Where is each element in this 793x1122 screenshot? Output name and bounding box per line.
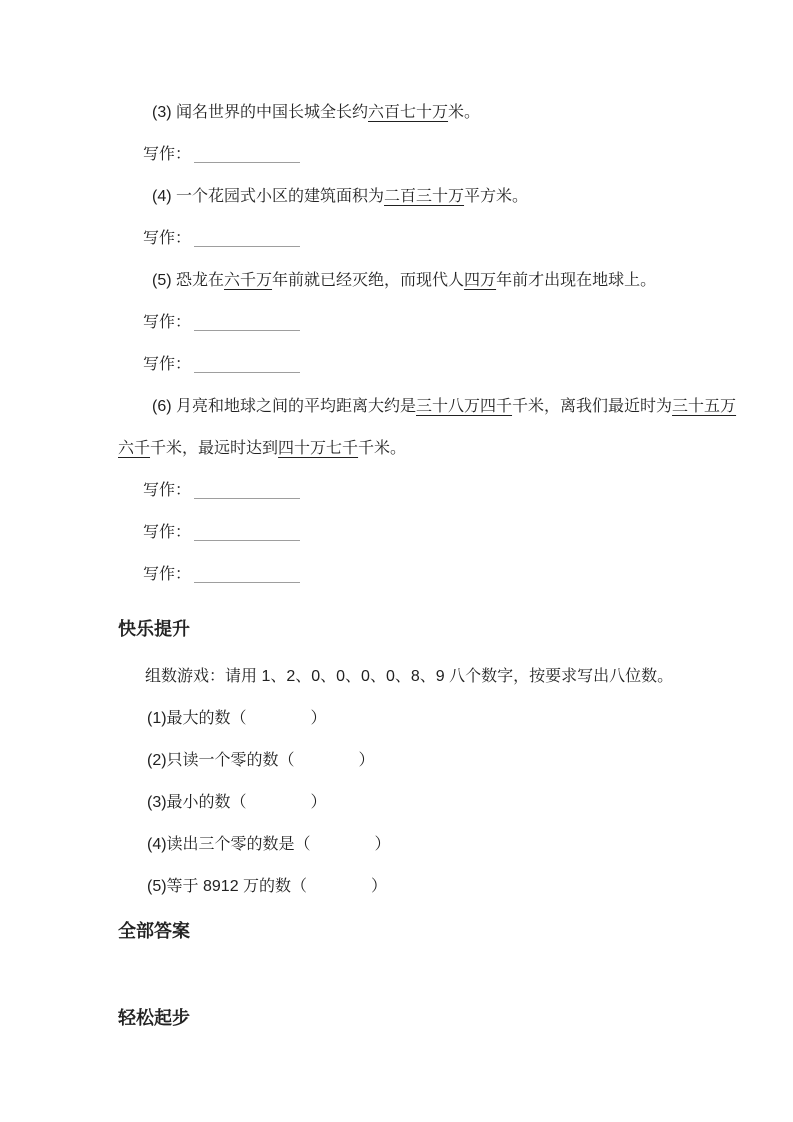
write-label-4: 写作： bbox=[143, 356, 192, 373]
problem-6-text-post: 千米。 bbox=[358, 440, 407, 457]
answer-blank-3 bbox=[194, 315, 300, 331]
game-item-4: (4)读出三个零的数是（ ） bbox=[147, 836, 391, 853]
game-item-5: (5)等于 8912 万的数（ ） bbox=[147, 878, 388, 895]
problem-6-statement-line-2 bbox=[118, 428, 735, 470]
write-label-7: 写作： bbox=[143, 566, 192, 583]
problem-6-number-word-4: 四十万七千 bbox=[278, 440, 359, 457]
answer-blank-5 bbox=[194, 483, 300, 499]
problem-6-statement-line-1 bbox=[118, 386, 735, 428]
write-label-2: 写作： bbox=[143, 230, 192, 247]
game-item-1: (1)最大的数（ ） bbox=[147, 710, 327, 727]
problem-3-number-word: 六百七十万 bbox=[368, 104, 449, 121]
problem-5-text-mid: 年前就已经灭绝，而现代人 bbox=[272, 272, 465, 289]
problem-6-text-mid-1: 千米，离我们最近时为 bbox=[512, 398, 673, 415]
problem-6-text-mid-2: 千米，最远时达到 bbox=[150, 440, 279, 457]
write-line-5 bbox=[118, 470, 735, 512]
write-line-2 bbox=[118, 218, 735, 260]
problem-4-number-word: 二百三十万 bbox=[384, 188, 465, 205]
problem-6-number-word-2: 三十五万 bbox=[672, 398, 737, 415]
answer-blank-4 bbox=[194, 357, 300, 373]
problem-4-text-pre: (4) 一个花园式小区的建筑面积为 bbox=[152, 188, 385, 205]
write-label-1: 写作： bbox=[143, 146, 192, 163]
problem-3-statement bbox=[118, 92, 735, 134]
write-line-1 bbox=[118, 134, 735, 176]
write-line-7 bbox=[118, 554, 735, 596]
problem-5-number-word-1: 六千万 bbox=[224, 272, 273, 289]
problem-5-statement bbox=[118, 260, 735, 302]
write-line-6 bbox=[118, 512, 735, 554]
section-heading-answers: 全部答案 bbox=[118, 921, 190, 941]
section-heading-happy: 快乐提升 bbox=[118, 619, 190, 639]
game-item-3: (3)最小的数（ ） bbox=[147, 794, 327, 811]
write-line-4 bbox=[118, 344, 735, 386]
write-label-3: 写作： bbox=[143, 314, 192, 331]
problem-5-text-post: 年前才出现在地球上。 bbox=[496, 272, 657, 289]
problem-6-text-pre: (6) 月亮和地球之间的平均距离大约是 bbox=[152, 398, 417, 415]
problem-3-text-post: 米。 bbox=[448, 104, 481, 121]
answer-blank-2 bbox=[194, 231, 300, 247]
answer-blank-7 bbox=[194, 567, 300, 583]
problem-5-number-word-2: 四万 bbox=[464, 272, 497, 289]
problem-6-number-word-3: 六千 bbox=[118, 440, 151, 457]
problem-3-text-pre: (3) 闻名世界的中国长城全长约 bbox=[152, 104, 369, 121]
answer-blank-6 bbox=[194, 525, 300, 541]
answer-blank-1 bbox=[194, 147, 300, 163]
write-line-3 bbox=[118, 302, 735, 344]
write-label-6: 写作： bbox=[143, 524, 192, 541]
problem-6-number-word-1: 三十八万四千 bbox=[416, 398, 513, 415]
section-heading-start: 轻松起步 bbox=[118, 1008, 190, 1028]
write-label-5: 写作： bbox=[143, 482, 192, 499]
problem-5-text-pre: (5) 恐龙在 bbox=[152, 272, 225, 289]
game-intro: 组数游戏：请用 1、2、0、0、0、0、8、9 八个数字，按要求写出八位数。 bbox=[145, 668, 674, 685]
problem-4-statement bbox=[118, 176, 735, 218]
problem-4-text-post: 平方米。 bbox=[464, 188, 529, 205]
game-item-2: (2)只读一个零的数（ ） bbox=[147, 752, 375, 769]
